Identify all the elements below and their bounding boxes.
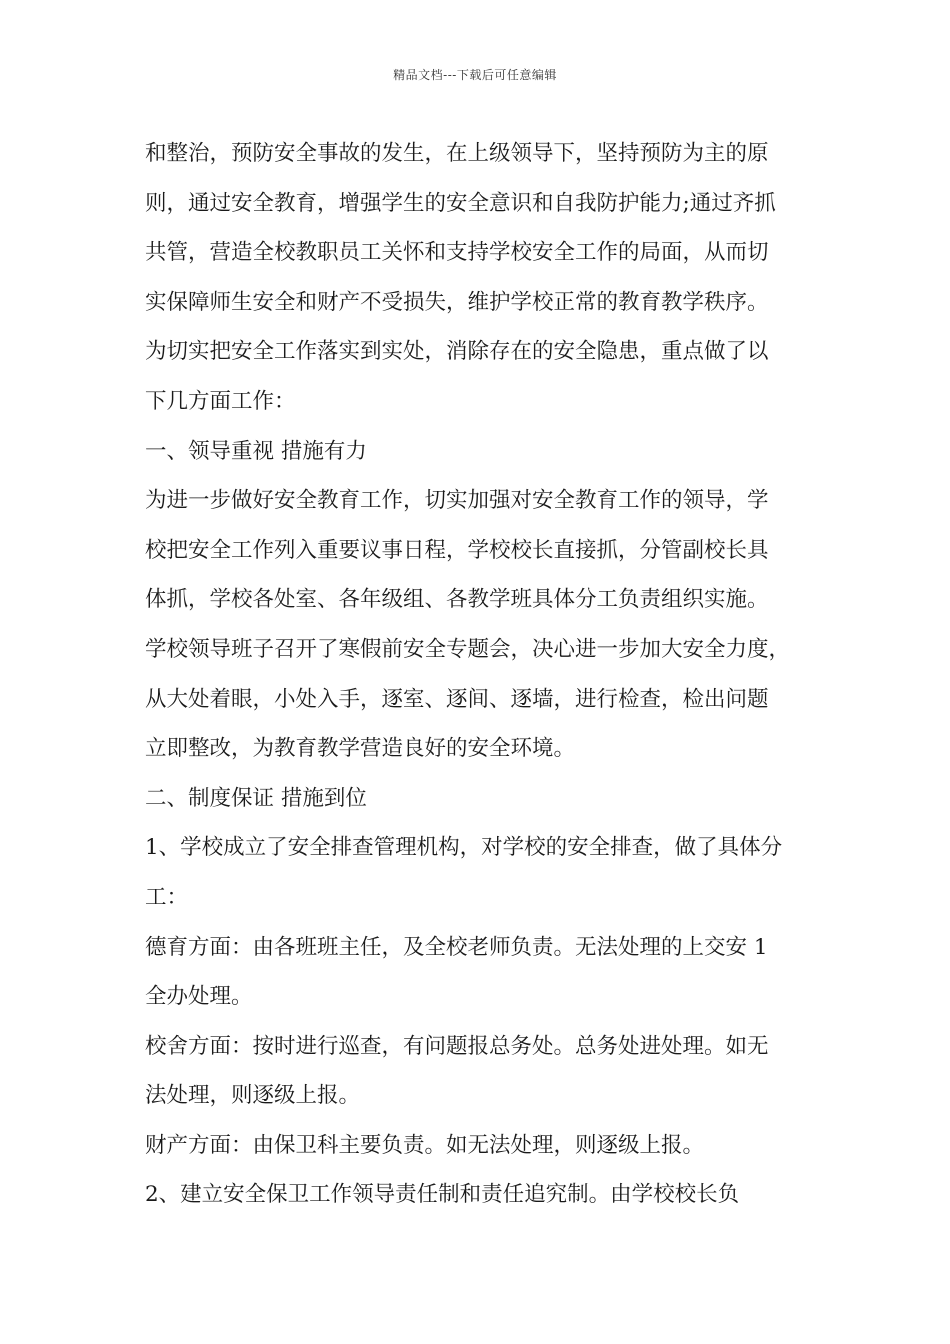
text-line: 立即整改，为教育教学营造良好的安全环境。 [145,736,576,762]
text-line: 共管，营造全校教职员工关怀和支持学校安全工作的局面，从而切 [145,240,769,266]
text-line: 则，通过安全教育，增强学生的安全意识和自我防护能力;通过齐抓 [145,190,776,216]
text-line: 体抓，学校各处室、各年级组、各教学班具体分工负责组织实施。 [145,587,769,613]
section-heading: 一、领导重视 措施有力 [145,438,367,464]
text-line: 为切实把安全工作落实到实处，消除存在的安全隐患，重点做了以 [145,339,769,365]
text-line: 为进一步做好安全教育工作，切实加强对安全教育工作的领导，学 [145,488,769,514]
text-line: 校舍方面：按时进行巡查，有问题报总务处。总务处进处理。如无 [145,1033,769,1059]
text-line: 财产方面：由保卫科主要负责。如无法处理，则逐级上报。 [145,1132,705,1158]
text-line: 校把安全工作列入重要议事日程，学校校长直接抓，分管副校长具 [145,537,769,563]
section-heading: 二、制度保证 措施到位 [145,785,367,811]
text-line: 法处理，则逐级上报。 [145,1083,361,1109]
text-line: 实保障师生安全和财产不受损失，维护学校正常的教育教学秩序。 [145,289,769,315]
text-line: 学校领导班子召开了寒假前安全专题会，决心进一步加大安全力度， [145,636,791,662]
text-line: 从大处着眼，小处入手，逐室、逐间、逐墙，进行检查，检出问题 [145,686,769,712]
text-line: 下几方面工作： [145,388,296,414]
document-body [145,129,825,1220]
page-header: 精品文档---下载后可任意编辑 [393,68,557,82]
text-line: 全办处理。 [145,984,253,1010]
text-line: 德育方面：由各班班主任，及全校老师负责。无法处理的上交安 1 [145,934,768,960]
text-line: 工： [145,884,189,910]
text-line: 和整治，预防安全事故的发生，在上级领导下，坚持预防为主的原 [145,141,769,166]
text-line: 1、学校成立了安全排查管理机构，对学校的安全排查，做了具体分 [145,835,783,861]
text-line: 2、建立安全保卫工作领导责任制和责任追究制。由学校校长负 [145,1182,740,1208]
